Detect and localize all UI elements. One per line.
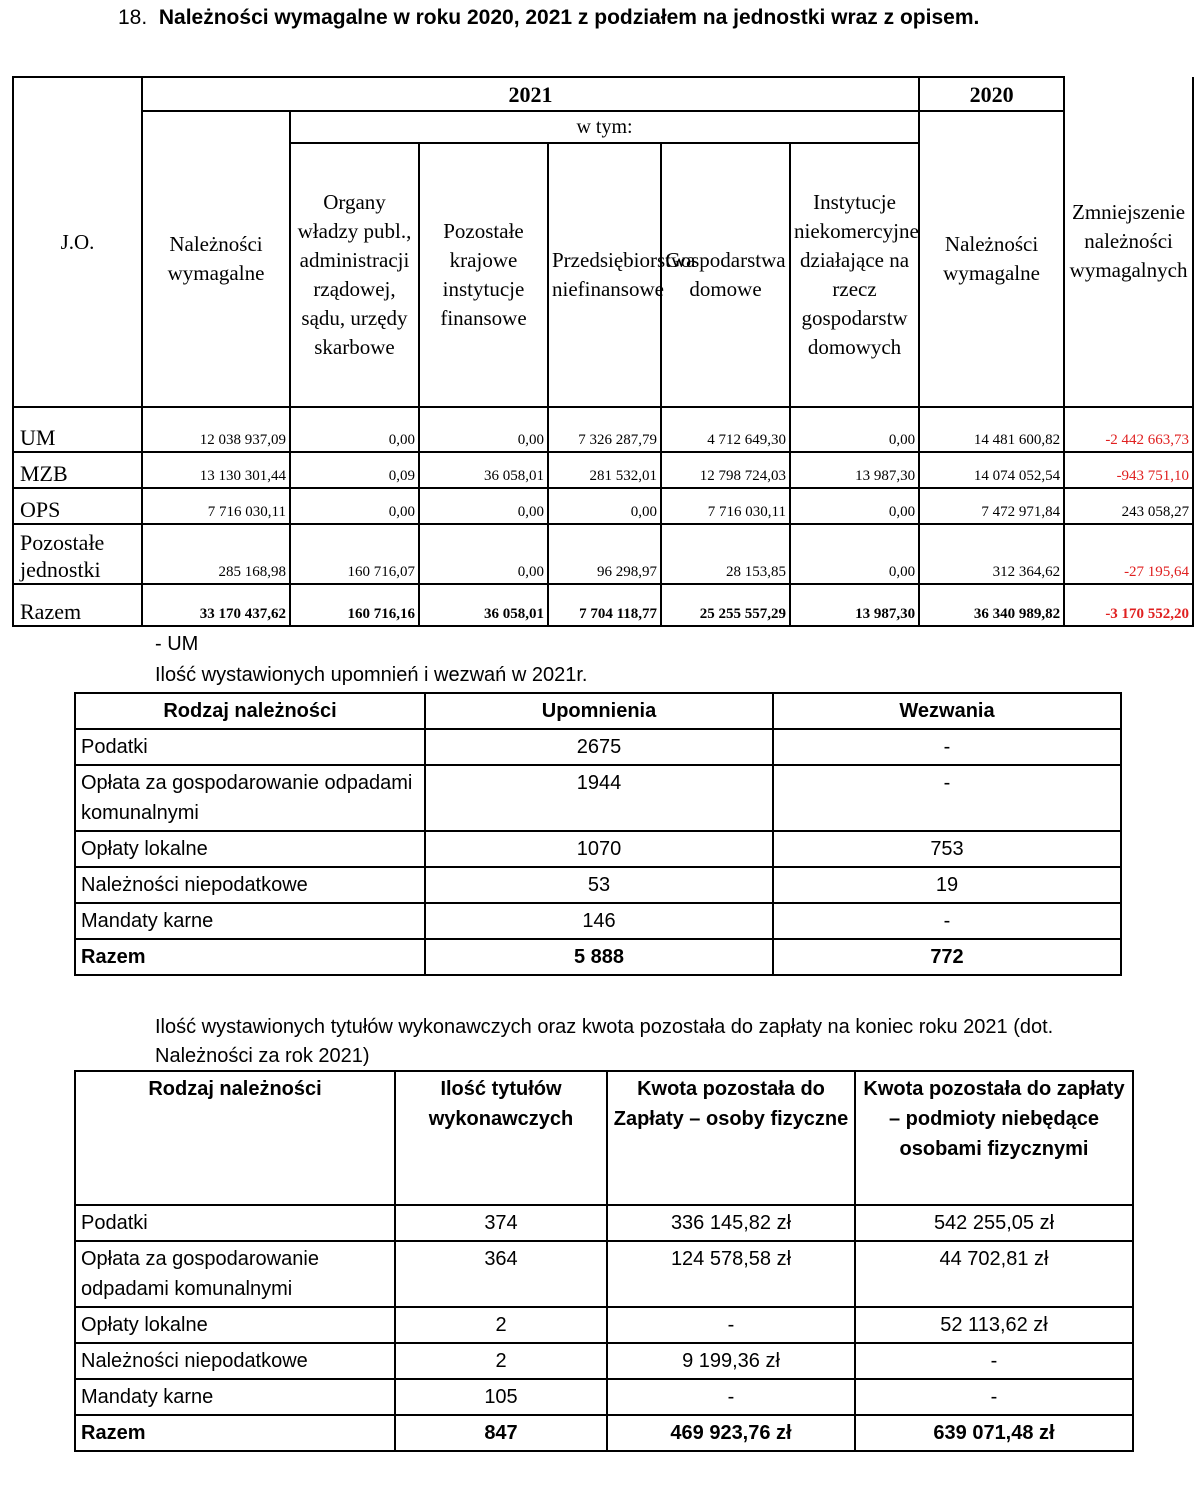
cell: 12 038 937,09 [142,407,290,452]
row-label: Podatki [75,729,425,765]
row-label: Należności niepodatkowe [75,1343,395,1379]
note-um: - UM [155,633,199,655]
caption-titles: Ilość wystawionych tytułów wykonawczych oraz kwota pozostała do zapłaty na koniec roku 2021 (dot. Należności za rok 2021) [155,1016,1054,1067]
cell: 0,00 [790,407,919,452]
table-row [13,488,1193,524]
section-number: 18. [118,6,148,29]
cell: 285 168,98 [142,524,290,584]
cell: 160 716,16 [290,584,419,626]
row-label: OPS [13,488,142,524]
cell: 25 255 557,29 [661,584,790,626]
cell: 772 [773,939,1121,975]
column-header: Ilość tytułów wykonawczych [395,1071,607,1205]
cell: 160 716,07 [290,524,419,584]
header-zmniejszenie: Zmniejszenie należności wymagalnych [1064,77,1193,407]
row-label: Razem [75,1415,395,1451]
cell: 469 923,76 zł [607,1415,855,1451]
cell: 0,00 [419,407,548,452]
cell: 0,00 [419,488,548,524]
cell: 1070 [425,831,773,867]
cell: 1944 [425,765,773,831]
header-nal-2020: Należności wymagalne [919,111,1064,407]
row-label: Mandaty karne [75,903,425,939]
cell-negative: -27 195,64 [1064,524,1193,584]
table-row [13,407,1193,452]
table-row-total [13,584,1193,626]
cell: 124 578,58 zł [607,1241,855,1307]
section-title [118,6,979,30]
table-header-row [75,1071,1133,1205]
cell: 96 298,97 [548,524,661,584]
cell: 2 [395,1307,607,1343]
cell-negative: -943 751,10 [1064,452,1193,488]
cell: 36 058,01 [419,452,548,488]
cell: 0,00 [290,407,419,452]
cell: 374 [395,1205,607,1241]
table-row [75,1379,1133,1415]
column-header: Kwota pozostała do zapłaty – podmioty niebędące osobami fizycznymi [855,1071,1133,1205]
table-row [75,1307,1133,1343]
cell: - [773,903,1121,939]
cell: 0,00 [790,488,919,524]
header-row-wtym [13,111,1193,143]
cell: 9 199,36 zł [607,1343,855,1379]
cell: 14 481 600,82 [919,407,1064,452]
cell: 0,00 [419,524,548,584]
cell: 2675 [425,729,773,765]
cell: 13 130 301,44 [142,452,290,488]
cell: 146 [425,903,773,939]
row-label: MZB [13,452,142,488]
cell: 639 071,48 zł [855,1415,1133,1451]
cell: 0,00 [790,524,919,584]
header-nal-2021: Należności wymagalne [142,111,290,407]
cell: 7 326 287,79 [548,407,661,452]
cell: 44 702,81 zł [855,1241,1133,1307]
table-row [75,1205,1133,1241]
cell: 7 716 030,11 [142,488,290,524]
header-year-2021: 2021 [142,77,919,111]
row-label: Razem [13,584,142,626]
cell: 52 113,62 zł [855,1307,1133,1343]
table-row [13,524,1193,584]
header-instytucje: Instytucje niekomercyjne działające na rzecz gospodarstw domowych [790,143,919,407]
row-label: Razem [75,939,425,975]
cell: 36 340 989,82 [919,584,1064,626]
header-organy: Organy władzy publ., administracji rządowej, sądu, urzędy skarbowe [290,143,419,407]
cell: 33 170 437,62 [142,584,290,626]
cell: 364 [395,1241,607,1307]
row-label: UM [13,407,142,452]
row-label: Należności niepodatkowe [75,867,425,903]
cell: - [855,1343,1133,1379]
cell: 7 716 030,11 [661,488,790,524]
header-year-2020: 2020 [919,77,1064,111]
cell: - [607,1379,855,1415]
header-pozostale: Pozostałe krajowe instytucje finansowe [419,143,548,407]
table-row [75,903,1121,939]
cell: 36 058,01 [419,584,548,626]
column-header: Upomnienia [425,693,773,729]
table-row [75,1343,1133,1379]
cell: 0,09 [290,452,419,488]
cell: 336 145,82 zł [607,1205,855,1241]
cell: 4 712 649,30 [661,407,790,452]
cell: 847 [395,1415,607,1451]
cell: 13 987,30 [790,452,919,488]
column-header: Kwota pozostała do Zapłaty – osoby fizyczne [607,1071,855,1205]
cell: - [607,1307,855,1343]
cell: 312 364,62 [919,524,1064,584]
enforcement-titles-table [74,1070,1134,1452]
header-w-tym: w tym: [290,111,919,143]
cell-negative: -3 170 552,20 [1064,584,1193,626]
table-row [75,1241,1133,1307]
cell: 13 987,30 [790,584,919,626]
header-jo: J.O. [13,77,142,407]
row-label: Podatki [75,1205,395,1241]
cell: 14 074 052,54 [919,452,1064,488]
table-header-row [75,693,1121,729]
cell: 28 153,85 [661,524,790,584]
caption-reminders: Ilość wystawionych upomnień i wezwań w 2021r. [155,664,588,686]
cell: 542 255,05 zł [855,1205,1133,1241]
cell: 243 058,27 [1064,488,1193,524]
cell: 753 [773,831,1121,867]
cell: 105 [395,1379,607,1415]
cell: 19 [773,867,1121,903]
cell: 2 [395,1343,607,1379]
header-gospodarstwa: Gospodarstwa domowe [661,143,790,407]
cell: 7 472 971,84 [919,488,1064,524]
row-label: Opłata za gospodarowanie odpadami komunalnymi [75,1241,395,1307]
row-label: Mandaty karne [75,1379,395,1415]
cell: - [773,765,1121,831]
row-label: Pozostałe jednostki [13,524,142,584]
column-header: Rodzaj należności [75,693,425,729]
reminders-table [74,692,1122,976]
cell: 7 704 118,77 [548,584,661,626]
cell: 12 798 724,03 [661,452,790,488]
column-header: Wezwania [773,693,1121,729]
table-row [75,729,1121,765]
row-label: Opłata za gospodarowanie odpadami komunalnymi [75,765,425,831]
cell-negative: -2 442 663,73 [1064,407,1193,452]
cell: 0,00 [290,488,419,524]
table-row [75,867,1121,903]
cell: 281 532,01 [548,452,661,488]
table-row-total [75,1415,1133,1451]
row-label: Opłaty lokalne [75,1307,395,1343]
cell: - [855,1379,1133,1415]
cell: 0,00 [548,488,661,524]
header-przedsiebiorstwa: Przedsiębiorstwa niefinansowe [548,143,661,407]
table-row-total [75,939,1121,975]
header-row-years [13,77,1193,111]
receivables-table [12,76,1194,627]
cell: 5 888 [425,939,773,975]
cell: - [773,729,1121,765]
table-row [75,765,1121,831]
row-label: Opłaty lokalne [75,831,425,867]
column-header: Rodzaj należności [75,1071,395,1205]
table-row [75,831,1121,867]
table-row [13,452,1193,488]
cell: 53 [425,867,773,903]
section-title-text: Należności wymagalne w roku 2020, 2021 z podziałem na jednostki wraz z opisem. [158,6,980,29]
